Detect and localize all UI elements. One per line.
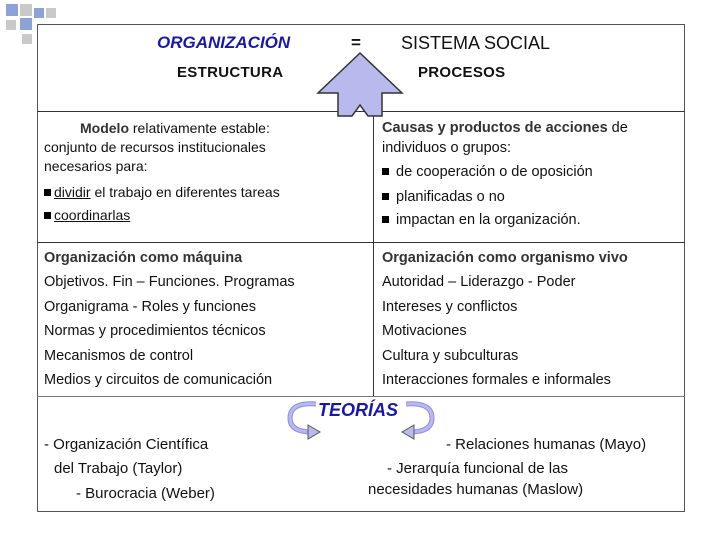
modelo-bold: Modelo — [80, 120, 129, 136]
right-mid-item: Autoridad – Liderazgo - Poder — [382, 274, 576, 290]
bullet-icon — [44, 189, 51, 196]
left-mid-item: Medios y circuitos de comunicación — [44, 372, 273, 388]
bottom-left-line: - Organización Científica — [44, 436, 209, 453]
bottom-left-line: del Trabajo (Taylor) — [54, 460, 183, 477]
right-top-bullet: de cooperación o de oposición — [382, 164, 593, 180]
central-arrow-shape — [310, 48, 410, 120]
bullet-icon — [382, 216, 389, 223]
curved-arrow-right-icon — [400, 396, 440, 442]
left-top-line2: conjunto de recursos institucionales — [44, 139, 266, 155]
deco-square — [20, 4, 32, 16]
left-top-line1: Modelo relativamente estable: — [80, 120, 270, 136]
bullet-icon — [382, 168, 389, 175]
bottom-right-line: - Jerarquía funcional de las — [387, 460, 568, 477]
left-mid-heading: Organización como máquina — [44, 250, 243, 266]
right-mid-item: Interacciones formales e informales — [382, 372, 611, 388]
sistema-social-title: SISTEMA SOCIAL — [401, 33, 551, 53]
left-top-bullet2: coordinarlas — [44, 207, 130, 223]
left-mid-item: Normas y procedimientos técnicos — [44, 323, 266, 339]
bullet-icon — [44, 212, 51, 219]
teorias-label: TEORÍAS — [318, 400, 399, 420]
right-top-line2: individuos o grupos: — [382, 140, 511, 156]
column-divider — [373, 111, 374, 396]
left-mid-item: Mecanismos de control — [44, 348, 194, 364]
left-mid-item: Objetivos. Fin – Funciones. Programas — [44, 274, 295, 290]
bottom-right-line: necesidades humanas (Maslow) — [368, 481, 584, 498]
right-mid-heading: Organización como organismo vivo — [382, 250, 628, 266]
deco-square — [46, 8, 56, 18]
deco-square — [6, 4, 18, 16]
right-top-bullet: impactan en la organización. — [382, 212, 581, 228]
row-divider — [37, 396, 685, 397]
bottom-left-line: - Burocracia (Weber) — [76, 485, 215, 502]
deco-square — [34, 8, 44, 18]
right-top-line1: Causas y productos de acciones de — [382, 120, 628, 136]
bullet-icon — [382, 193, 389, 200]
right-mid-item: Intereses y conflictos — [382, 299, 518, 315]
estructura-label: ESTRUCTURA — [177, 64, 284, 81]
deco-square — [22, 34, 32, 44]
right-mid-item: Cultura y subculturas — [382, 348, 519, 364]
curved-arrow-left-icon — [282, 396, 322, 442]
row-divider — [37, 242, 685, 243]
equals-sign: = — [351, 33, 361, 52]
right-mid-item: Motivaciones — [382, 323, 467, 339]
deco-square — [6, 20, 16, 30]
left-mid-item: Organigrama - Roles y funciones — [44, 299, 256, 315]
left-top-line3: necesarios para: — [44, 158, 148, 174]
procesos-label: PROCESOS — [418, 64, 506, 81]
bottom-right-line: - Relaciones humanas (Mayo) — [446, 436, 647, 453]
right-top-bullet: planificadas o no — [382, 189, 505, 205]
organizacion-title: ORGANIZACIÓN — [157, 33, 291, 52]
left-top-bullet1: dividir el trabajo en diferentes tareas — [44, 184, 280, 200]
deco-square — [20, 18, 32, 30]
